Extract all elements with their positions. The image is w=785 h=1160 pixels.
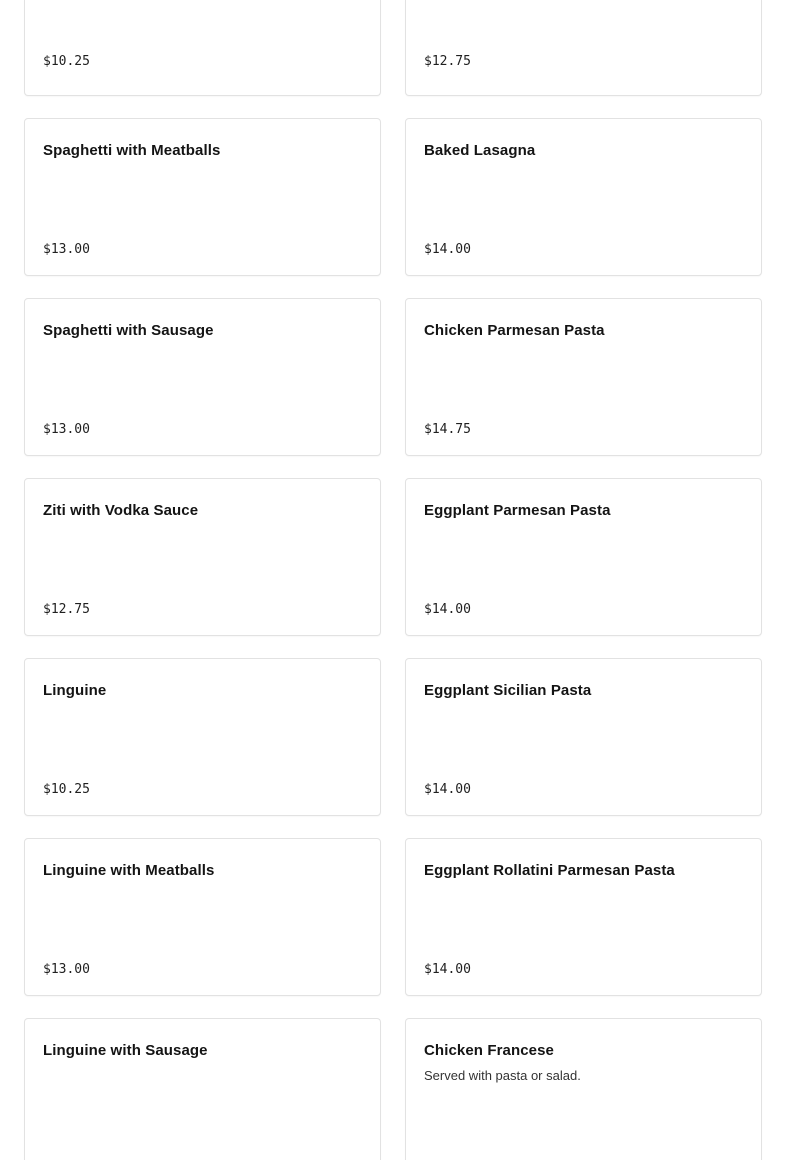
menu-item-price: $13.00 [43,242,90,257]
menu-item-card[interactable] [405,838,762,996]
menu-item-name: Linguine [43,682,107,699]
menu-item-card[interactable] [24,1018,381,1160]
menu-item-card[interactable] [405,658,762,816]
menu-item-card[interactable] [405,1018,762,1160]
menu-item-name: Eggplant Sicilian Pasta [424,682,592,699]
menu-item-card[interactable] [405,0,762,96]
menu-item-name: Eggplant Rollatini Parmesan Pasta [424,862,675,879]
menu-item-price: $12.75 [424,54,471,69]
menu-item-price: $10.25 [43,54,90,69]
menu-item-price: $12.75 [43,602,90,617]
menu-item-name: Linguine with Sausage [43,1042,208,1059]
menu-item-card[interactable] [24,0,381,96]
menu-item-name: Chicken Parmesan Pasta [424,322,605,339]
menu-item-card[interactable] [24,118,381,276]
menu-item-price: $13.00 [43,422,90,437]
menu-item-card[interactable] [405,478,762,636]
menu-item-name: Spaghetti with Meatballs [43,142,221,159]
menu-item-card[interactable] [24,658,381,816]
menu-item-price: $10.25 [43,782,90,797]
menu-item-price: $14.00 [424,962,471,977]
menu-item-price: $14.00 [424,242,471,257]
menu-item-card[interactable] [24,298,381,456]
menu-item-name: Ziti with Vodka Sauce [43,502,199,519]
menu-item-name: Linguine with Meatballs [43,862,215,879]
menu-item-price: $14.00 [424,782,471,797]
menu-item-card[interactable] [24,478,381,636]
menu-item-price: $13.00 [43,962,90,977]
menu-item-name: Spaghetti with Sausage [43,322,214,339]
menu-item-card[interactable] [405,298,762,456]
menu-item-name: Eggplant Parmesan Pasta [424,502,611,519]
menu-item-card[interactable] [24,838,381,996]
menu-item-description: Served with pasta or salad. [424,1068,581,1083]
menu-item-name: Baked Lasagna [424,142,536,159]
menu-item-card[interactable] [405,118,762,276]
menu-item-name: Chicken Francese [424,1042,554,1059]
menu-item-price: $14.00 [424,602,471,617]
menu-item-price: $14.75 [424,422,471,437]
